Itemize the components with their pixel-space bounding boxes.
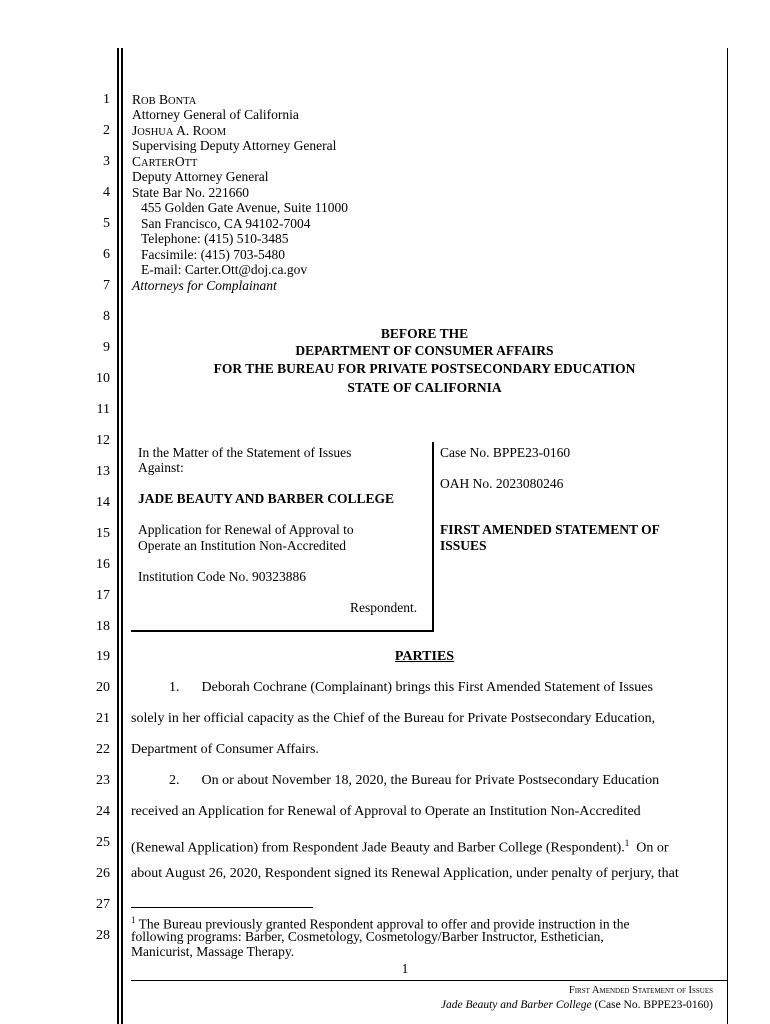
institution-code: Institution Code No. 90323886 [138, 569, 306, 584]
line-number: 18 [96, 619, 110, 634]
heading-bureau: FOR THE BUREAU FOR PRIVATE POSTSECONDARY EDUCATION [213, 361, 636, 376]
counsel-title-2: Supervising Deputy Attorney General [132, 138, 337, 153]
line-number: 4 [103, 185, 110, 200]
line-number: 2 [103, 123, 110, 138]
counsel-facsimile: Facsimile: (415) 703-5480 [141, 247, 285, 262]
counsel-email: E-mail: Carter.Ott@doj.ca.gov [141, 262, 308, 277]
respondent-name: JADE BEAUTY AND BARBER COLLEGE [138, 491, 395, 506]
line-number: 20 [96, 680, 110, 695]
footnote-line-3: Manicurist, Massage Therapy. [131, 944, 295, 959]
line-number: 14 [96, 495, 110, 510]
left-margin-rule-outer [117, 48, 119, 1024]
counsel-address-1: 455 Golden Gate Avenue, Suite 11000 [141, 200, 348, 215]
line-number: 19 [96, 649, 110, 664]
application-line-1: Application for Renewal of Approval to [138, 522, 354, 537]
counsel-title-1: Attorney General of California [132, 107, 299, 122]
counsel-telephone: Telephone: (415) 510-3485 [141, 231, 289, 246]
line-number: 28 [96, 928, 110, 943]
attorneys-for-complainant: Attorneys for Complainant [132, 278, 277, 293]
counsel-title-3: Deputy Attorney General [132, 169, 269, 184]
counsel-name-3: CARTEROTT [132, 154, 198, 169]
line-number: 16 [96, 557, 110, 572]
paragraph-2-line-4: about August 26, 2020, Respondent signed its Renewal Application, under penalty of perjury, that [131, 866, 679, 881]
footnote-marker: 1 [131, 915, 136, 925]
line-number: 1 [103, 92, 110, 107]
counsel-name-1: ROB BONTA [132, 92, 197, 107]
line-number: 27 [96, 897, 110, 912]
counsel-address-2: San Francisco, CA 94102-7004 [141, 216, 311, 231]
line-number: 25 [96, 835, 110, 850]
heading-department: DEPARTMENT OF CONSUMER AFFAIRS [295, 343, 554, 358]
respondent-label: Respondent. [350, 600, 418, 615]
heading-before-the: BEFORE THE [380, 326, 469, 341]
footnote-line-2: following programs: Barber, Cosmetology, Cosmetology/Barber Instructor, Esthetician, [131, 929, 604, 944]
line-number: 15 [96, 526, 110, 541]
paragraph-1-line-3: Department of Consumer Affairs. [131, 742, 319, 757]
line-number: 10 [96, 371, 110, 386]
right-margin-rule [727, 48, 728, 1024]
line-number: 6 [103, 247, 110, 262]
line-number: 26 [96, 866, 110, 881]
footer-case-reference: Jade Beauty and Barber College (Case No. BPPE23-0160) [440, 999, 713, 1011]
counsel-name-2: JOSHUA A. ROOM [132, 123, 227, 138]
line-number: 21 [96, 711, 110, 726]
caption-matter-line-2: Against: [138, 460, 184, 475]
line-number: 24 [96, 804, 110, 819]
line-number: 23 [96, 773, 110, 788]
counsel-bar-number: State Bar No. 221660 [132, 185, 249, 200]
footnote-reference[interactable]: 1 [624, 838, 630, 848]
line-number: 11 [96, 402, 110, 417]
heading-state: STATE OF CALIFORNIA [347, 380, 502, 395]
line-number: 3 [103, 154, 110, 169]
line-number: 12 [96, 433, 110, 448]
oah-number: OAH No. 2023080246 [440, 476, 564, 491]
caption-matter-line-1: In the Matter of the Statement of Issues [138, 445, 352, 460]
footnote-separator [131, 907, 313, 908]
caption-divider-vertical [432, 442, 434, 632]
line-number: 8 [103, 309, 110, 324]
section-title-parties: PARTIES [394, 649, 455, 664]
paragraph-2-line-3: (Renewal Application) from Respondent Jade Beauty and Barber College (Respondent).$^1$ On or [131, 838, 669, 856]
line-number: 9 [103, 340, 110, 355]
paragraph-1-line-2: solely in her official capacity as the Chief of the Bureau for Private Postsecondary Education, [131, 711, 656, 726]
line-number: 7 [103, 278, 110, 293]
line-number: 5 [103, 216, 110, 231]
document-title-line-2: ISSUES [440, 538, 487, 553]
left-margin-rule-inner [121, 48, 123, 1024]
line-number: 22 [96, 742, 110, 757]
line-number: 17 [96, 588, 110, 603]
page-number: 1 [401, 961, 409, 976]
caption-divider-horizontal [131, 630, 434, 632]
paragraph-2-line-2: received an Application for Renewal of Approval to Operate an Institution Non-Accredited [131, 804, 641, 819]
line-number: 13 [96, 464, 110, 479]
application-line-2: Operate an Institution Non-Accredited [138, 538, 347, 553]
document-title-line-1: FIRST AMENDED STATEMENT OF [440, 522, 660, 537]
paragraph-1-line-1: 1. Deborah Cochrane (Complainant) brings this First Amended Statement of Issues [169, 680, 653, 695]
paragraph-2-line-1: 2. On or about November 18, 2020, the Bureau for Private Postsecondary Education [169, 773, 660, 788]
footnote-line-1: $^1$ The Bureau previously granted Respondent approval to offer and provide instruction in the [131, 915, 630, 932]
paragraph-1-number: 1. [169, 680, 180, 695]
footer-rule [131, 980, 727, 981]
paragraph-2-number: 2. [169, 773, 180, 788]
case-number: Case No. BPPE23-0160 [440, 445, 571, 460]
footer-document-title: First Amended Statement of Issues [568, 985, 713, 996]
